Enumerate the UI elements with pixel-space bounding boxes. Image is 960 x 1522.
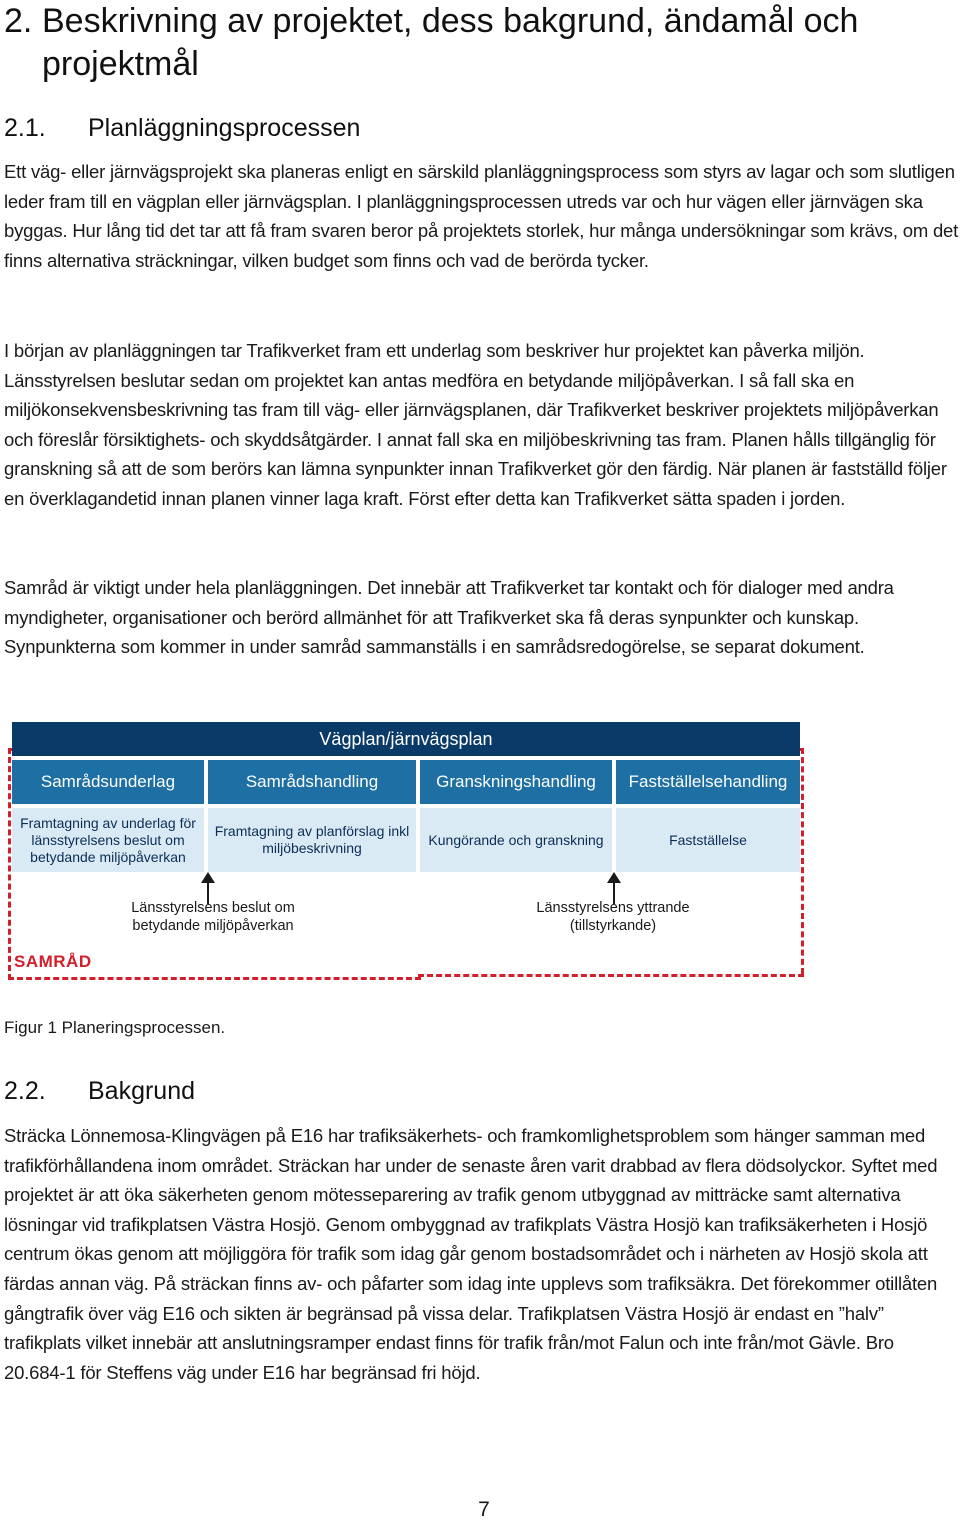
phase-samradsunderlag: Samrådsunderlag — [12, 760, 204, 804]
subsection-number: 2.2. — [4, 1077, 46, 1105]
section-number: 2. — [4, 2, 33, 40]
subsection-heading-bakgrund — [4, 1076, 195, 1106]
paragraph-bakgrund: Sträcka Lönnemosa-Klingvägen på E16 har trafiksäkerhets- och framkomlighetsproblem som hänger samman med trafikförhållandena inom området. Sträckan har under de senaste åren varit drabbad av flera dödsolyckor. Syftet med projektet är att öka säkerheten genom mötesseparering av trafik genom utbyggnad av mitträcke samt alternativa lösningar vid trafikplatsen Västra Hosjö. Genom ombyggnad av trafikplats Västra Hosjö kan trafiksäkerheten i Hosjö centrum ökas genom att möjliggöra för trafik som idag går genom bostadsområdet och i närheten av Hosjö skola att färdas annan väg. På sträckan finns av- och påfarter som idag inte upplevs som trafiksäkra. Det förekommer otillåten gångtrafik över väg E16 och sikten är begränsad på vissa delar. Trafikplatsen Västra Hosjö är endast en ”halv” trafikplats vilket innebär att anslutningsramper endast finns för trafik från/mot Falun och inte från/mot Gävle. Bro 20.684-1 för Steffens väg under E16 har begränsad fri höjd. — [4, 1125, 938, 1383]
step-planforslag — [208, 808, 416, 872]
step-underlag-text: Framtagning av underlag för länsstyrelsens beslut om betydande miljöpåverkan — [20, 814, 196, 865]
section-title-line2: projektmål — [42, 45, 199, 83]
subsection-title: Planläggningsprocessen — [88, 114, 361, 142]
step-underlag — [12, 808, 204, 872]
step-granskning-text: Kungörande och granskning — [428, 831, 604, 848]
step-faststallelse-text: Fastställelse — [669, 831, 747, 848]
note-lansstyrelsen-beslut: Länsstyrelsens beslut om betydande miljöpåverkan — [131, 900, 295, 934]
subsection-number: 2.1. — [4, 114, 46, 142]
section-title-line1: Beskrivning av projektet, dess bakgrund, ändamål och — [42, 2, 859, 40]
figure-caption: Figur 1 Planeringsprocessen. — [4, 1018, 226, 1037]
paragraph-planlaggning-intro: Ett väg- eller järnvägsprojekt ska planeras enligt en särskild planläggningsprocess som styrs av lagar och som slutligen leder fram till en vägplan eller järnvägsplan. I planläggningsprocessen utreds var och hur vägen eller järnvägen ska byggas. Hur lång tid det tar att få fram svaren beror på projektets storlek, hur många undersökningar som krävs, om det finns alternativa sträckningar, vilken budget som finns och vad de berörda tycker. — [4, 161, 959, 271]
step-planforslag-text: Framtagning av planförslag inkl miljöbeskrivning — [214, 823, 410, 856]
paragraph-miljopaverkan: I början av planläggningen tar Trafikverket fram ett underlag som beskriver hur projektet kan påverka miljön. Länsstyrelsen beslutar sedan om projektet kan antas medföra en betydande miljöpåverkan. I så fall ska en miljökonsekvensbeskrivning tas fram till väg- eller järnvägsplanen, där Trafikverket beskriver projektets miljöpåverkan och föreslår försiktighets- och skyddsåtgärder. I annat fall ska en miljöbeskrivning tas fram. Planen hålls tillgänglig för granskning så att de som berörs kan lämna synpunkter innan Trafikverket gör den färdig. När planen är fastställd följer en överklagandetid innan planen vinner laga kraft. Först efter detta kan Trafikverket sätta spaden i jorden. — [4, 340, 947, 509]
phase-samradshandling: Samrådshandling — [208, 760, 416, 804]
process-figure — [8, 718, 804, 983]
subsection-heading-planlaggning — [4, 113, 360, 143]
figure-header-vagplan: Vägplan/järnvägsplan — [12, 722, 800, 756]
phase-granskningshandling: Granskningshandling — [420, 760, 612, 804]
step-granskning — [420, 808, 612, 872]
phase-faststallelsehandling: Fastställelsehandling — [616, 760, 800, 804]
samrad-dashed-border-bottom — [418, 974, 804, 977]
note-lansstyrelsen-yttrande: Länsstyrelsens yttrande (tillstyrkande) — [536, 900, 690, 934]
subsection-title: Bakgrund — [88, 1077, 196, 1105]
samrad-dashed-border-right — [801, 748, 804, 974]
paragraph-samrad: Samråd är viktigt under hela planläggningen. Det innebär att Trafikverket tar kontakt och för dialoger med andra myndigheter, organisationer och berörd allmänhet för att Trafikverket ska få deras synpunkter och kunskap. Synpunkterna som kommer in under samråd sammanställs i en samrådsredogörelse, se separat dokument. — [4, 577, 894, 658]
step-faststallelse — [616, 808, 800, 872]
section-title — [4, 0, 954, 86]
page-number: 7 — [478, 1498, 490, 1521]
samrad-label: SAMRÅD — [14, 952, 92, 971]
